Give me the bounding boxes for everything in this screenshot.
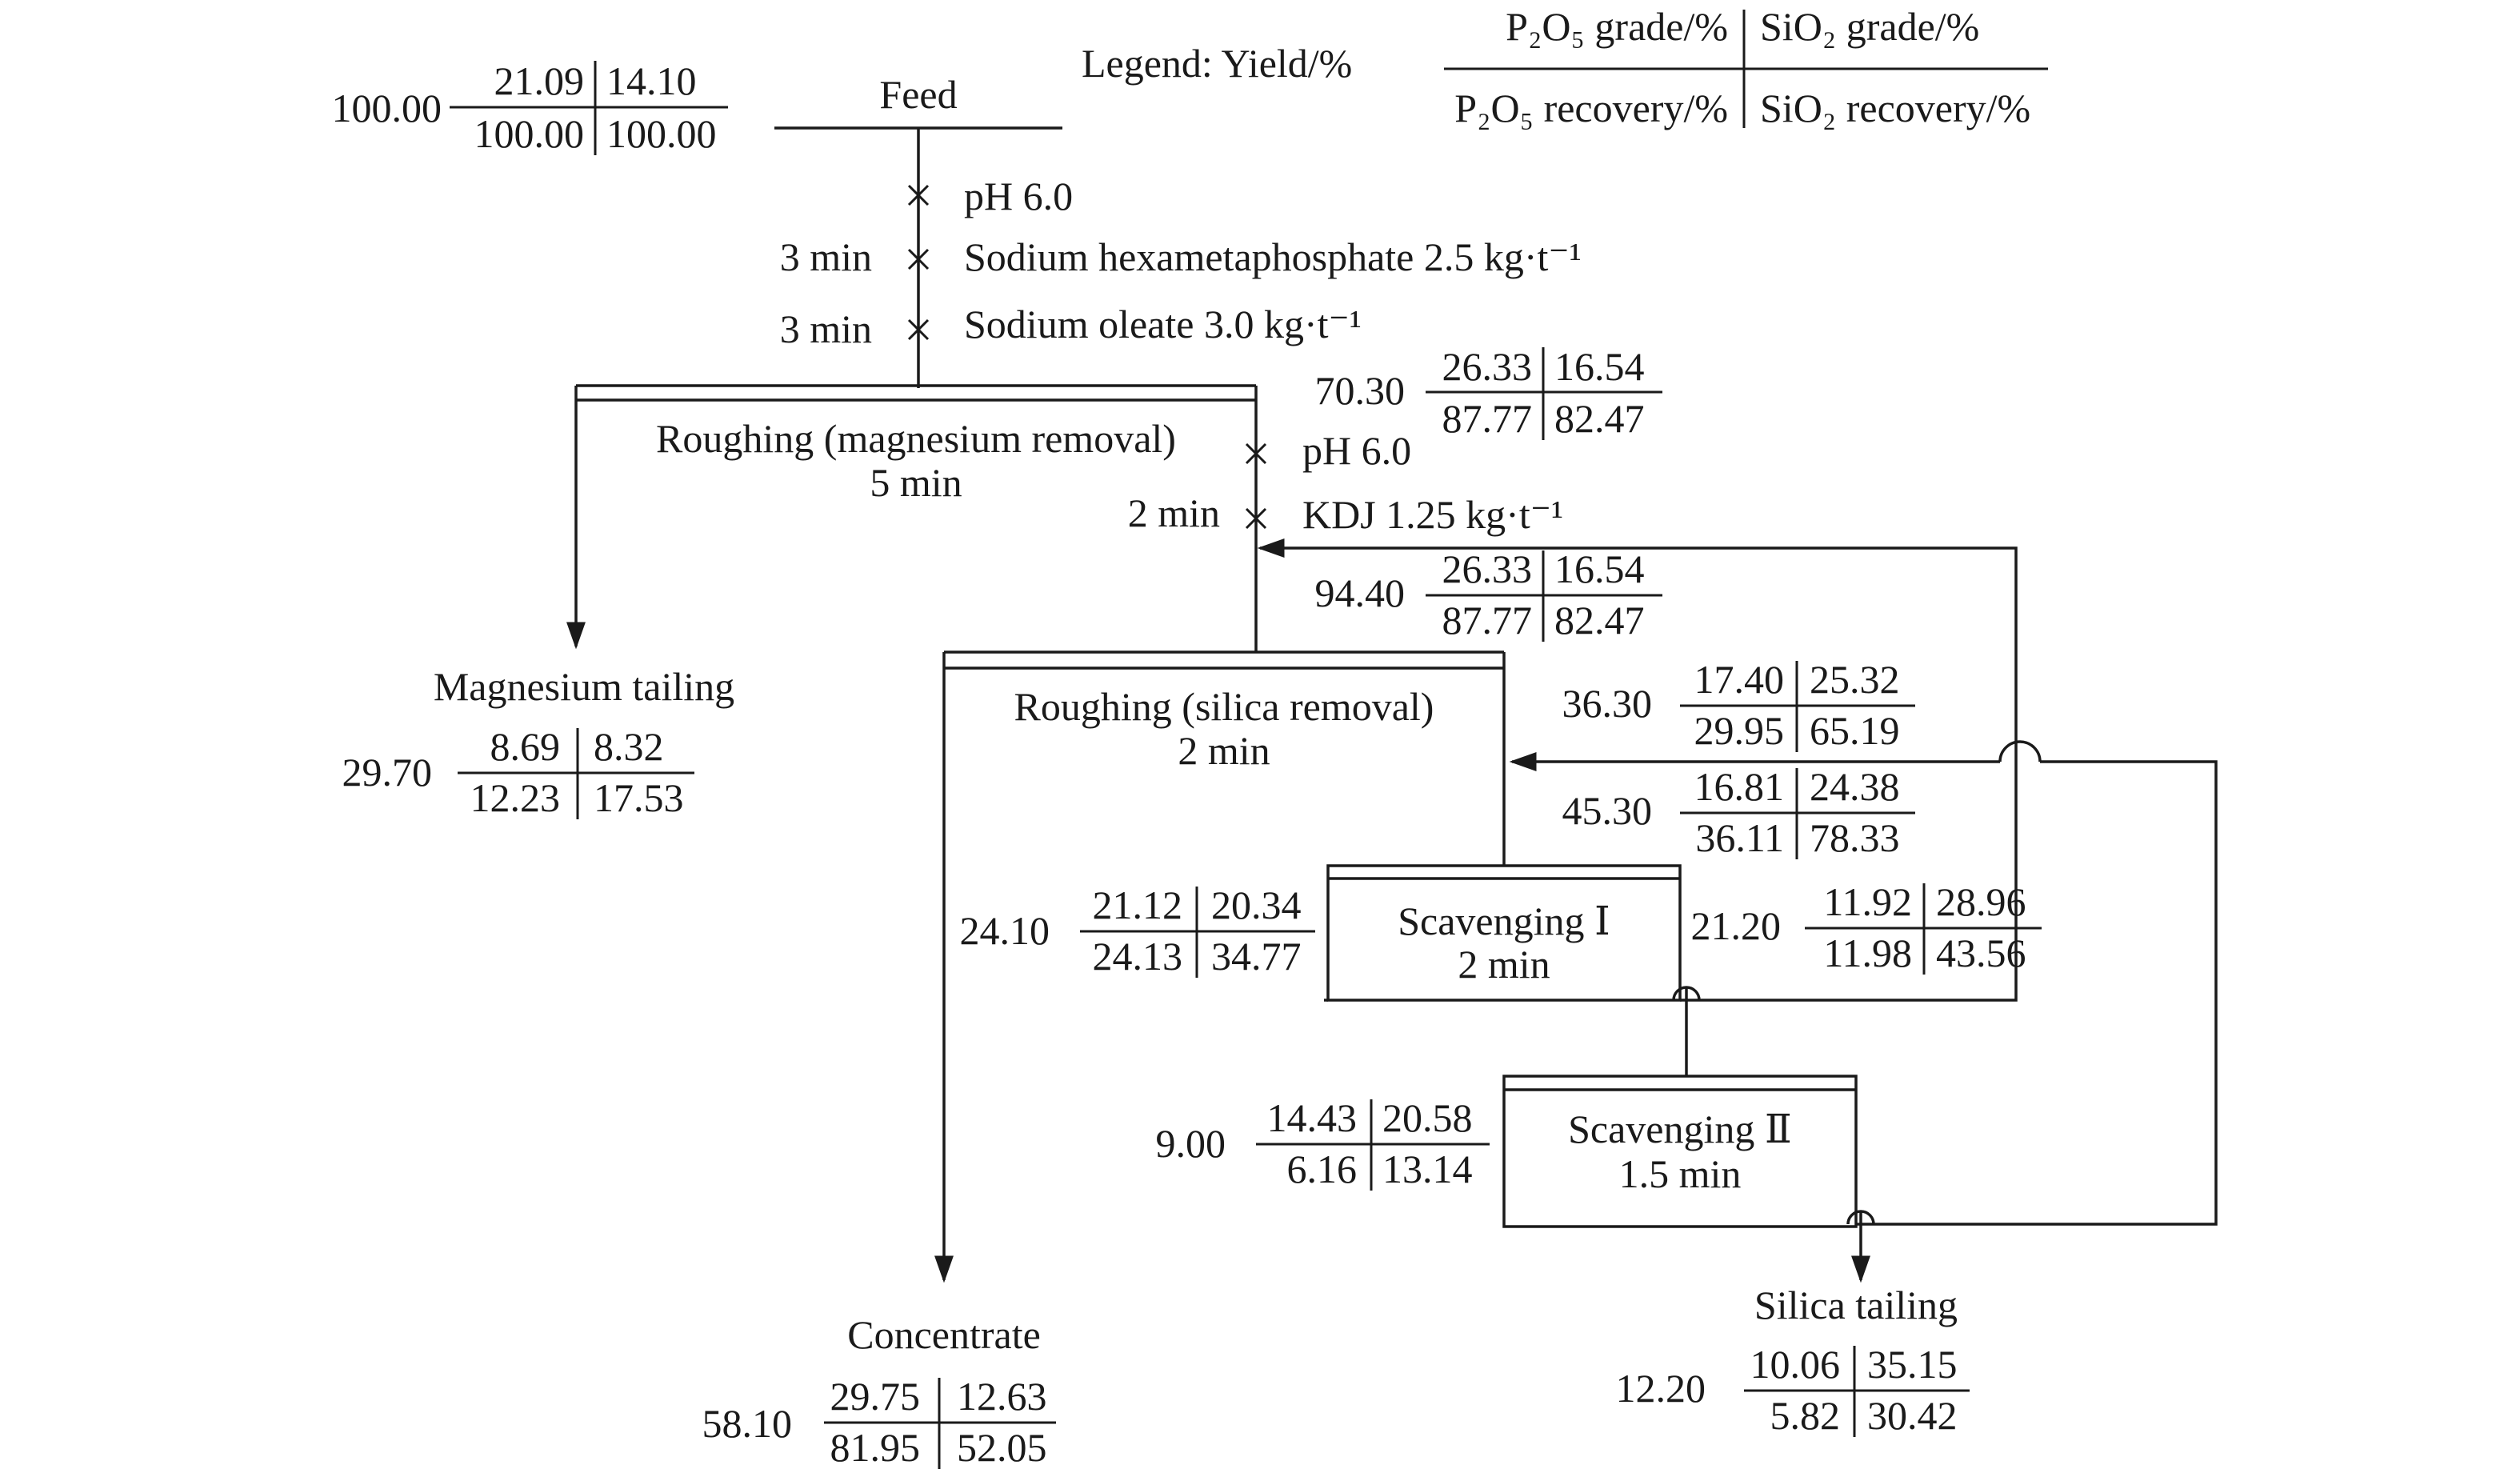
- legend-prefix: Legend: Yield/%: [1082, 41, 1353, 86]
- stream-yield: 70.30: [1314, 368, 1405, 413]
- stream-sio2-recovery: 78.33: [1810, 815, 1900, 860]
- legend-p2o5-grade: P₂O₅ grade/%: [1506, 4, 1728, 49]
- magnesium-tailing-label: Magnesium tailing: [433, 664, 735, 709]
- stream-sio2-grade: 16.54: [1554, 546, 1645, 591]
- stream-p2o5-recovery: 87.77: [1442, 396, 1532, 441]
- stream-p2o5-recovery: 29.95: [1694, 708, 1784, 753]
- stream-yield: 58.10: [702, 1401, 792, 1446]
- stream-p2o5-grade: 14.43: [1266, 1095, 1357, 1140]
- stream-p2o5-grade: 10.06: [1750, 1342, 1840, 1387]
- stream-yield: 21.20: [1690, 903, 1781, 948]
- stream-p2o5-recovery: 100.00: [474, 111, 584, 156]
- stream-yield: 12.20: [1615, 1366, 1706, 1411]
- stream-concentrate: [702, 1374, 1057, 1470]
- stream-sio2-grade: 24.38: [1810, 764, 1900, 809]
- stream-sio2-grade: 14.10: [606, 58, 697, 103]
- stream-sio2-grade: 12.63: [957, 1374, 1047, 1419]
- stream-p2o5-recovery: 87.77: [1442, 598, 1532, 642]
- stream-sio2-recovery: 82.47: [1554, 598, 1645, 642]
- roughing-mg-time: 5 min: [870, 460, 962, 505]
- stream-p2o5-recovery: 36.11: [1695, 815, 1784, 860]
- scavenging1-time: 2 min: [1458, 942, 1550, 987]
- stream-yield: 45.30: [1562, 788, 1652, 833]
- reagent-kdj: KDJ 1.25 kg·t⁻¹: [1302, 492, 1564, 537]
- silica-tailing-label: Silica tailing: [1754, 1283, 1958, 1327]
- stream-p2o5-grade: 11.92: [1823, 879, 1912, 924]
- stream-p2o5-recovery: 5.82: [1770, 1393, 1840, 1438]
- stream-yield: 24.10: [959, 908, 1050, 953]
- stream-p2o5-grade: 26.33: [1442, 344, 1532, 389]
- stream-sio2-recovery: 65.19: [1810, 708, 1900, 753]
- reagent-kdj-time: 2 min: [1127, 490, 1220, 535]
- stream-sio2-grade: 25.32: [1810, 657, 1900, 702]
- stream-magnesium-tailing: [342, 724, 695, 820]
- stream-p2o5-grade: 26.33: [1442, 546, 1532, 591]
- stream-sio2-grade: 20.34: [1211, 883, 1302, 927]
- stream-p2o5-grade: 21.09: [494, 58, 584, 103]
- stream-sio2-grade: 16.54: [1554, 344, 1645, 389]
- stream-recycle-to-si: [1562, 657, 1916, 753]
- concentrate-label: Concentrate: [847, 1312, 1041, 1357]
- roughing-si-time: 2 min: [1178, 728, 1270, 773]
- stream-p2o5-recovery: 24.13: [1092, 934, 1182, 979]
- reagent-shmp-time: 3 min: [779, 234, 872, 279]
- stream-yield: 100.00: [331, 86, 442, 130]
- stream-sio2-recovery: 30.42: [1867, 1393, 1958, 1438]
- stream-scav2-sink: [1156, 1095, 1490, 1191]
- stream-silica-tailing: [1616, 1342, 1970, 1438]
- scavenging2-time: 1.5 min: [1618, 1151, 1742, 1196]
- stream-yield: 9.00: [1155, 1121, 1226, 1166]
- feed-label: Feed: [879, 72, 958, 117]
- stream-p2o5-grade: 21.12: [1092, 883, 1182, 927]
- stream-yield: 36.30: [1562, 681, 1652, 726]
- scavenging1-label: Scavenging Ⅰ: [1398, 899, 1610, 943]
- stream-sio2-recovery: 52.05: [957, 1425, 1047, 1470]
- stream-p2o5-recovery: 81.95: [830, 1425, 920, 1470]
- stream-p2o5-grade: 29.75: [830, 1374, 920, 1419]
- stream-scav1-sink: [960, 883, 1316, 979]
- stream-si-froth: [1562, 764, 1916, 860]
- stream-p2o5-recovery: 11.98: [1823, 931, 1912, 975]
- reagent-ph2: pH 6.0: [1302, 428, 1412, 473]
- scavenging2-label: Scavenging Ⅱ: [1568, 1107, 1792, 1151]
- stream-p2o5-grade: 8.69: [490, 724, 560, 769]
- stream-sio2-grade: 8.32: [594, 724, 664, 769]
- stream-roughing-si-feed: [1315, 546, 1663, 642]
- legend-sio2-recovery: SiO₂ recovery/%: [1760, 86, 2031, 130]
- stream-sio2-recovery: 13.14: [1382, 1147, 1473, 1191]
- stream-yield: 29.70: [342, 750, 432, 795]
- stream-sio2-recovery: 43.56: [1936, 931, 2026, 975]
- stream-roughing-mg-froth: [1315, 344, 1663, 441]
- stream-p2o5-grade: 16.81: [1694, 764, 1784, 809]
- roughing-si-label: Roughing (silica removal): [1014, 684, 1434, 729]
- stream-sio2-recovery: 82.47: [1554, 396, 1645, 441]
- stream-p2o5-recovery: 6.16: [1286, 1147, 1357, 1191]
- stream-sio2-grade: 20.58: [1382, 1095, 1473, 1140]
- roughing-mg-label: Roughing (magnesium removal): [656, 416, 1176, 461]
- stream-sio2-recovery: 17.53: [594, 775, 684, 820]
- reagent-shmp: Sodium hexametaphosphate 2.5 kg·t⁻¹: [964, 234, 1582, 279]
- legend-p2o5-recovery: P₂O₅ recovery/%: [1454, 86, 1728, 130]
- stream-yield: 94.40: [1314, 570, 1405, 615]
- stream-p2o5-recovery: 12.23: [470, 775, 560, 820]
- stream-sio2-grade: 28.96: [1936, 879, 2026, 924]
- legend-sio2-grade: SiO₂ grade/%: [1760, 4, 1980, 49]
- reagent-ph1: pH 6.0: [964, 174, 1074, 218]
- stream-feed: [332, 58, 729, 156]
- crossing-jump-recycle: [2000, 742, 2040, 762]
- stream-sio2-grade: 35.15: [1867, 1342, 1958, 1387]
- stream-sio2-recovery: 34.77: [1211, 934, 1302, 979]
- stream-sio2-recovery: 100.00: [606, 111, 717, 156]
- stream-scav1-froth: [1691, 879, 2042, 975]
- reagent-oleate-time: 3 min: [779, 306, 872, 351]
- legend: [1082, 4, 2048, 130]
- stream-p2o5-grade: 17.40: [1694, 657, 1784, 702]
- scav2-froth-line-a: [1856, 762, 2216, 1224]
- reagent-oleate: Sodium oleate 3.0 kg·t⁻¹: [964, 302, 1362, 346]
